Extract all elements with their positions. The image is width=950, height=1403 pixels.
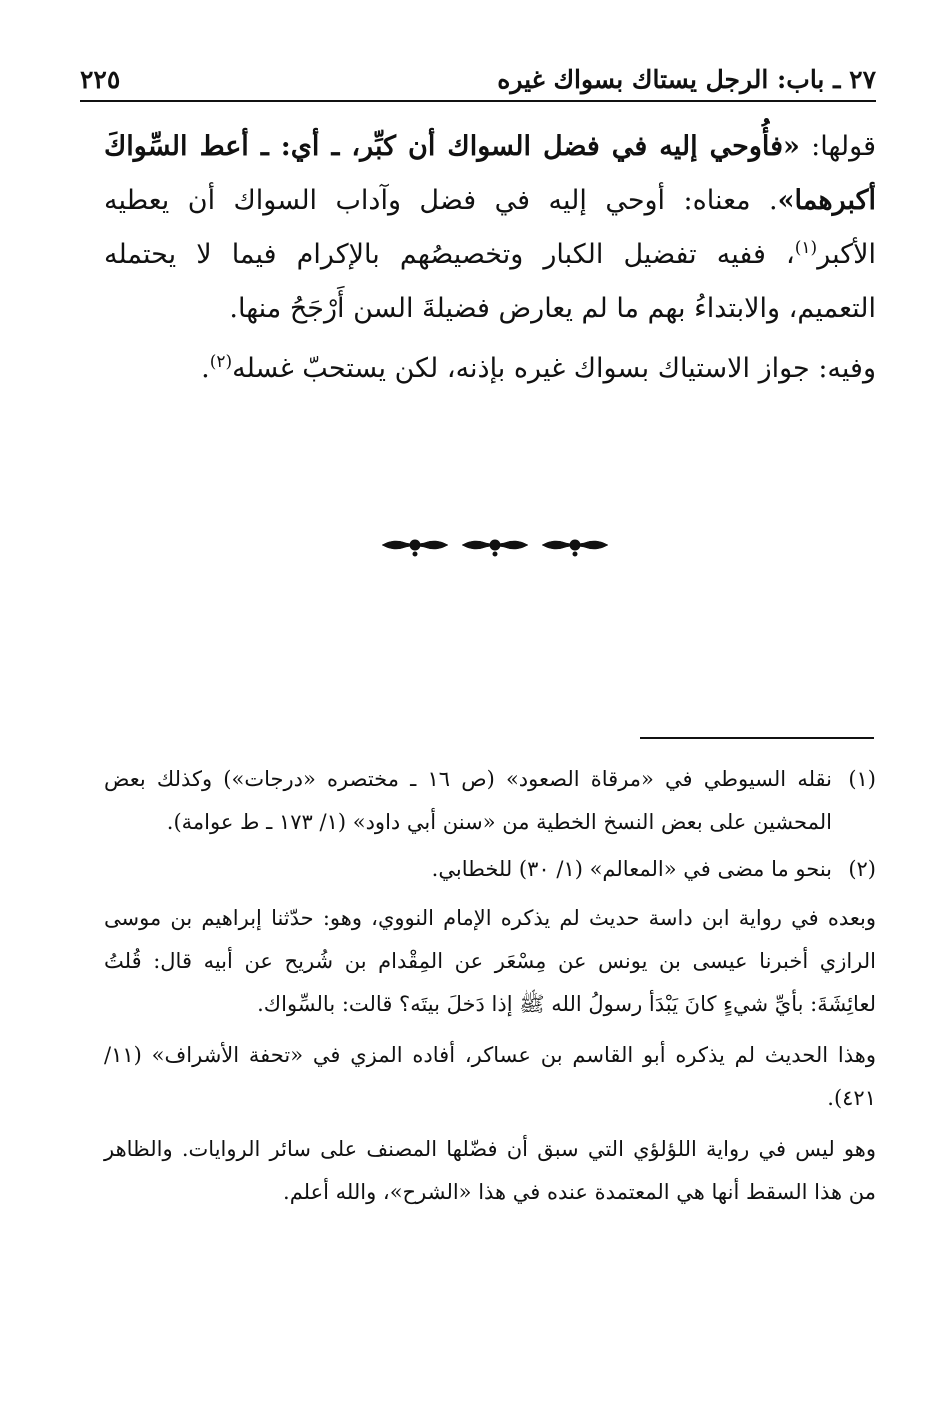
footnote-ref-1[interactable]: (١) — [794, 238, 818, 258]
footnote-text: بنحو ما مضى في «المعالم» (١/ ٣٠) للخطابي. — [431, 857, 832, 881]
paragraph-text: . معناه: أوحي إليه في فضل وآداب السواك أن يعطيه الأكبر — [104, 185, 876, 270]
footnote-separator — [640, 737, 874, 739]
footnote-1 — [104, 758, 876, 844]
footnote-number: (١) — [848, 767, 876, 791]
paragraph-lead: قولها: — [799, 131, 876, 162]
footnote-paragraph: وهذا الحديث لم يذكره أبو القاسم بن عساكر، أفاده المزي في «تحفة الأشراف» (١١/ ٤٢١). — [104, 1043, 876, 1110]
paragraph-commentary — [104, 120, 876, 336]
page-number: ٢٢٥ — [80, 65, 121, 94]
footnote-number: (٢) — [848, 857, 876, 881]
footnote-paragraph: وبعده في رواية ابن داسة حديث لم يذكره الإمام النووي، وهو: حدّثنا إبراهيم بن موسى الرازي أخبرنا عيسى بن يونس عن مِسْعَر عن المِقْدام بن شُريح عن أبيه قال: قُلتُ لعائِشَةَ: بأيِّ شيءٍ كانَ يَبْدَأ رسولُ الله ﷺ إذا دَخلَ بيتَه؟ قالت: بالسِّواك. — [104, 906, 876, 1016]
footnote-2 — [104, 848, 876, 891]
paragraph-end: . — [201, 353, 210, 384]
main-text — [104, 120, 876, 396]
section-divider-ornament-icon — [380, 530, 610, 560]
footnote-ref-2[interactable]: (٢) — [209, 352, 233, 372]
hadith-quote: «فأُوحي إليه في فضل السواك أن كبِّر، ـ أي: ـ أعط السِّواكَ أكبرهما» — [104, 131, 876, 216]
footnotes — [104, 758, 876, 1214]
footnote-paragraph: وهو ليس في رواية اللؤلؤي التي سبق أن فضّلها المصنف على سائر الروايات. والظاهر من هذا السقط أنها هي المعتمدة عنده في هذا «الشرح»، والله أعلم. — [104, 1137, 876, 1204]
paragraph-text: وفيه: جواز الاستياك بسواك غيره بإذنه، لكن يستحبّ غسله — [232, 353, 876, 384]
footnote-text: نقله السيوطي في «مرقاة الصعود» (ص ١٦ ـ مختصره «درجات») وكذلك بعض المحشين على بعض النسخ الخطية من «سنن أبي داود» (١/ ١٧٣ ـ ط عوامة). — [104, 767, 832, 834]
chapter-title: ٢٧ ـ باب: الرجل يستاك بسواك غيره — [497, 65, 876, 94]
paragraph-text: ، ففيه تفضيل الكبار وتخصيصُهم بالإكرام فيما لا يحتمله التعميم، والابتداءُ بهم ما لم يعارض فضيلةَ السن أَرْجَحُ منها. — [104, 239, 876, 324]
paragraph-benefit — [104, 342, 876, 396]
running-header — [80, 44, 876, 102]
